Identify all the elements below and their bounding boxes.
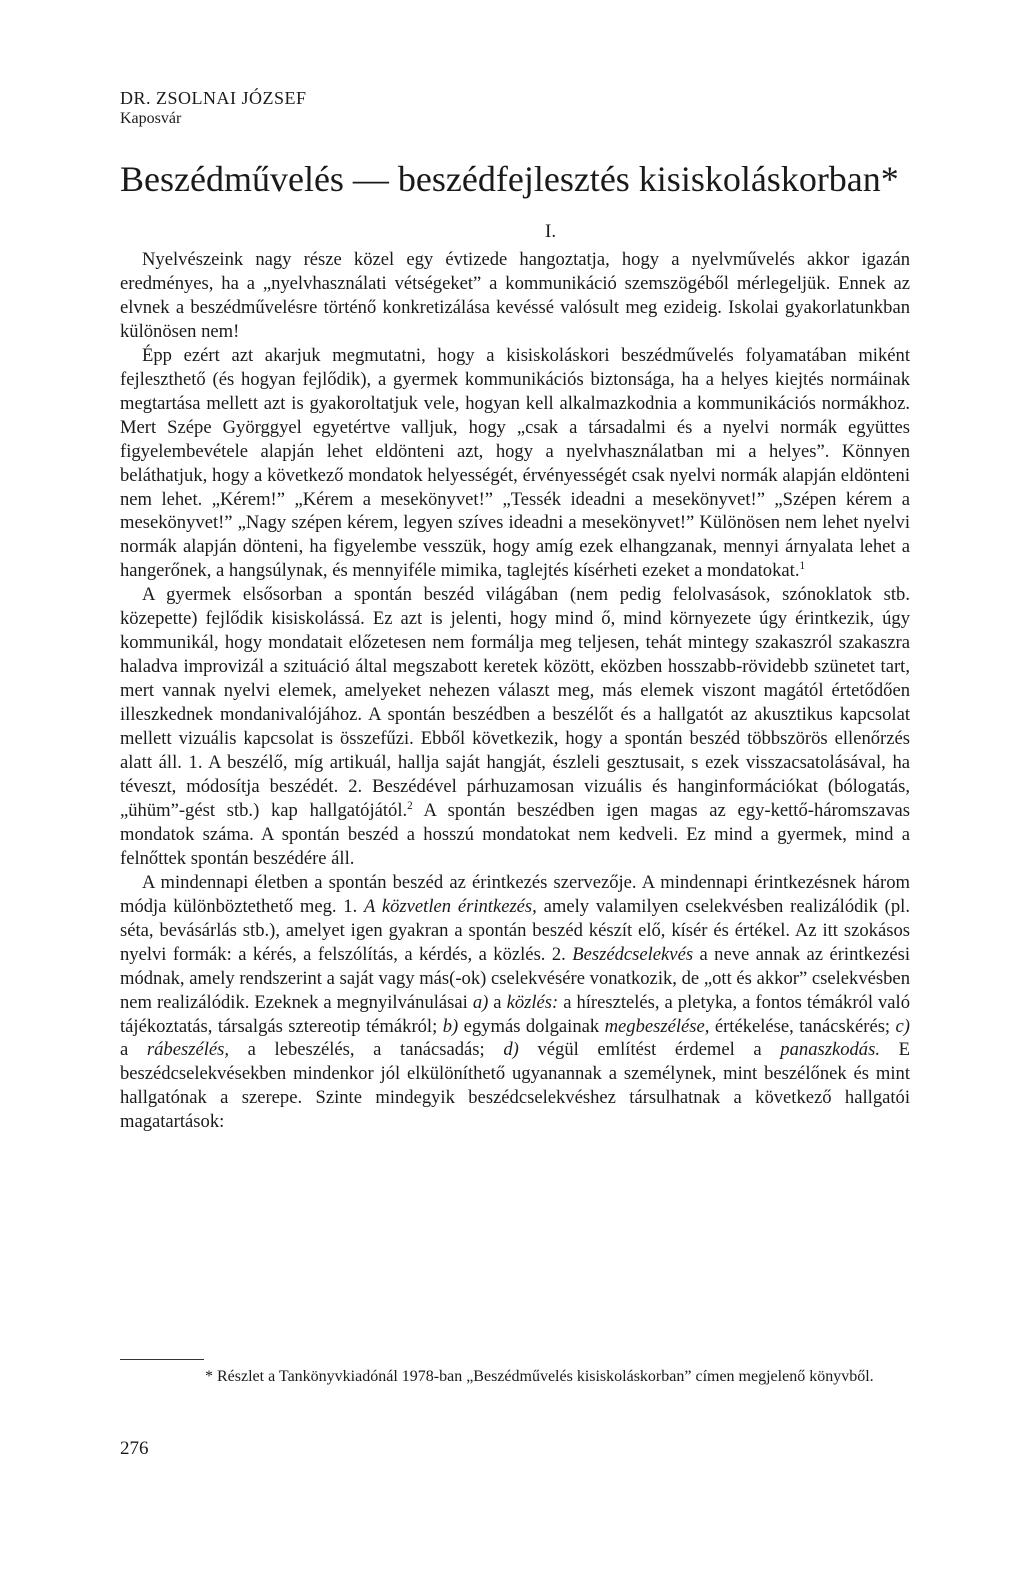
p4-italic: A közvetlen érintkezés, <box>364 895 537 917</box>
author-name: DR. ZSOLNAI JÓZSEF <box>120 88 307 108</box>
article-title: Beszédművelés — beszédfejlesztés kisiskoláskorban* <box>120 159 899 199</box>
footnote-divider <box>120 1359 204 1360</box>
p4-italic: közlés: <box>506 991 559 1013</box>
article-body <box>120 248 910 1134</box>
paragraph-2 <box>120 344 910 584</box>
p4-text: értékelése, tanácskérés; <box>709 1015 896 1037</box>
paragraph-3-text-a: A gyermek elsősorban a spontán beszéd világában (nem pedig felolvasások, szónoklatok stb. közepette) fejlődik kisiskolássá. Ez azt is jelenti, hogy mind ő, mind környezete úgy érintkezik, úgy kommunikál, hogy mondatait előzetesen nem formálja meg teljesen, tehát mintegy szakaszról szakaszra haladva improvizál a szituáció által megszabott keretek között, eközben hosszabb-rövidebb szünetet tart, mert vannak nyelvi elemek, amelyeket nehezen választ meg, más elemek viszont magától értetődően illeszkednek mondanivalójához. A spontán beszédben a beszélőt és a hallgatót az akusztikus kapcsolat mellett vizuális kapcsolat is összefűzi. Ebből következik, hogy a spontán beszéd többszörös ellenőrzés alatt áll. 1. A beszélő, míg artikuál, hallja saját hangját, észleli gesztusait, s ezek visszacsatolásával, ha téveszt, módosítja beszédét. 2. Beszédével párhuzamosan vizuális és hanginformációkat (bólogatás, „ühüm”-gést stb.) kap hallgatójától. <box>120 584 910 821</box>
p4-text: végül említést érdemel a <box>518 1039 781 1061</box>
p4-text: a híresztelés, a pletyka, a fontos témákról való tájékoztatás, társalgás sztereotip témákról; <box>120 991 910 1037</box>
paragraph-3 <box>120 583 910 870</box>
author-location: Kaposvár <box>120 110 182 127</box>
p4-italic: Beszédcselekvés <box>572 943 694 965</box>
p4-text: a <box>488 991 507 1013</box>
p4-text: amely valamilyen cselekvésben realizálódik (pl. séta, bevásárlás stb.), amelyet igen gyakran a spontán beszéd készít elő, kísér és értékel. Az itt szokásos nyelvi formák: a kérés, a felszólítás, a kérdés, a közlés. 2. <box>120 895 910 965</box>
p4-text: E beszédcselekvésekben mindenkor jól elkülöníthető ugyanannak a személynek, mint beszélőnek és mint hallgatónak a szerepe. Szinte mindegyik beszédcselekvéshez társulhatnak a következő hallgatói magatartások: <box>120 1039 910 1133</box>
p4-italic: megbeszélése, <box>604 1015 710 1037</box>
paragraph-2-text: Épp ezért azt akarjuk megmutatni, hogy a kisiskoláskori beszédművelés folyamatában miként fejleszthető (és hogyan fejlődik), a gyermek kommunikációs biztonsága, ha a helyes kiejtés normáinak megtartása mellett azt is gyakoroltatjuk vele, hogyan kell alkalmazkodnia a kommunikációs normákhoz. Mert Szépe Györggyel egyetértve valljuk, hogy „csak a társadalmi és a nyelvi normák együttes figyelembevétele alapján lehet eldönteni azt, hogy a nyelvhasználatban mi a helyes”. Könnyen beláthatjuk, hogy a következő mondatok helyességét, érvényességét csak nyelvi normák alapján eldönteni nem lehet. „Kérem!” „Kérem a mesekönyvet!” „Tessék ideadni a mesekönyvet!” „Szépen kérem a mesekönyvet!” „Nagy szépen kérem, legyen szíves ideadni a mesekönyvet!” Különösen nem lehet nyelvi normák alapján dönteni, ha figyelembe vesszük, hogy amíg ezek elhangzanak, mennyi árnyalata lehet a hangerőnek, a hangsúlynak, és mennyiféle mimika, taglejtés kísérheti ezeket a mondatokat. <box>120 344 910 582</box>
paragraph-4 <box>120 871 910 1134</box>
p4-italic: rábeszélés, <box>146 1039 230 1061</box>
p4-text: a neve annak az érintkezési módnak, amely rendszerint a saját vagy más(-ok) cselekvésére vonatkozik, de „ott és akkor” cselekvésben nem realizálódik. Ezeknek a megnyilvánulásai <box>120 943 910 1013</box>
page-number: 276 <box>120 1438 149 1459</box>
paragraph-1-text: Nyelvészeink nagy része közel egy évtizede hangoztatja, hogy a nyelvművelés akkor igazán eredményes, ha a „nyelvhasználati vétségeket” a kommunikáció szemszögéből mérlegeljük. Ennek az elvnek a beszédművelésre történő konkretizálása kevéssé valósult meg ezideig. Iskolai gyakorlatunkban különösen nem! <box>120 249 910 342</box>
footnote: * Részlet a Tankönyvkiadónál 1978-ban „Beszédművelés kisiskoláskorban” címen megjelenő könyvből. <box>205 1368 874 1385</box>
paragraph-1 <box>120 248 910 344</box>
p4-italic: d) <box>503 1039 519 1061</box>
p4-text: a lebeszélés, a tanácsadás; <box>229 1039 504 1061</box>
section-number: I. <box>545 221 557 242</box>
p4-text: a <box>120 1039 147 1061</box>
paragraph-3-text-b: A spontán beszédben igen magas az egy-kettő-háromszavas mondatok száma. A spontán beszéd a hosszú mondatokat nem kedveli. Ez mind a gyermek, mind a felnőttek spontán beszédére áll. <box>120 799 910 869</box>
footnote-ref-1: 1 <box>799 560 806 573</box>
p4-italic: c) <box>895 1015 910 1037</box>
p4-text: egymás dolgainak <box>458 1015 605 1037</box>
footnote-ref-2: 2 <box>407 799 413 812</box>
p4-text: A mindennapi életben a spontán beszéd az érintkezés szervezője. A mindennapi érintkezésnek három módja különböztethető meg. 1. <box>120 871 910 917</box>
p4-italic: b) <box>442 1015 459 1037</box>
p4-italic: a) <box>472 991 489 1013</box>
p4-italic: panaszkodás. <box>780 1039 880 1061</box>
